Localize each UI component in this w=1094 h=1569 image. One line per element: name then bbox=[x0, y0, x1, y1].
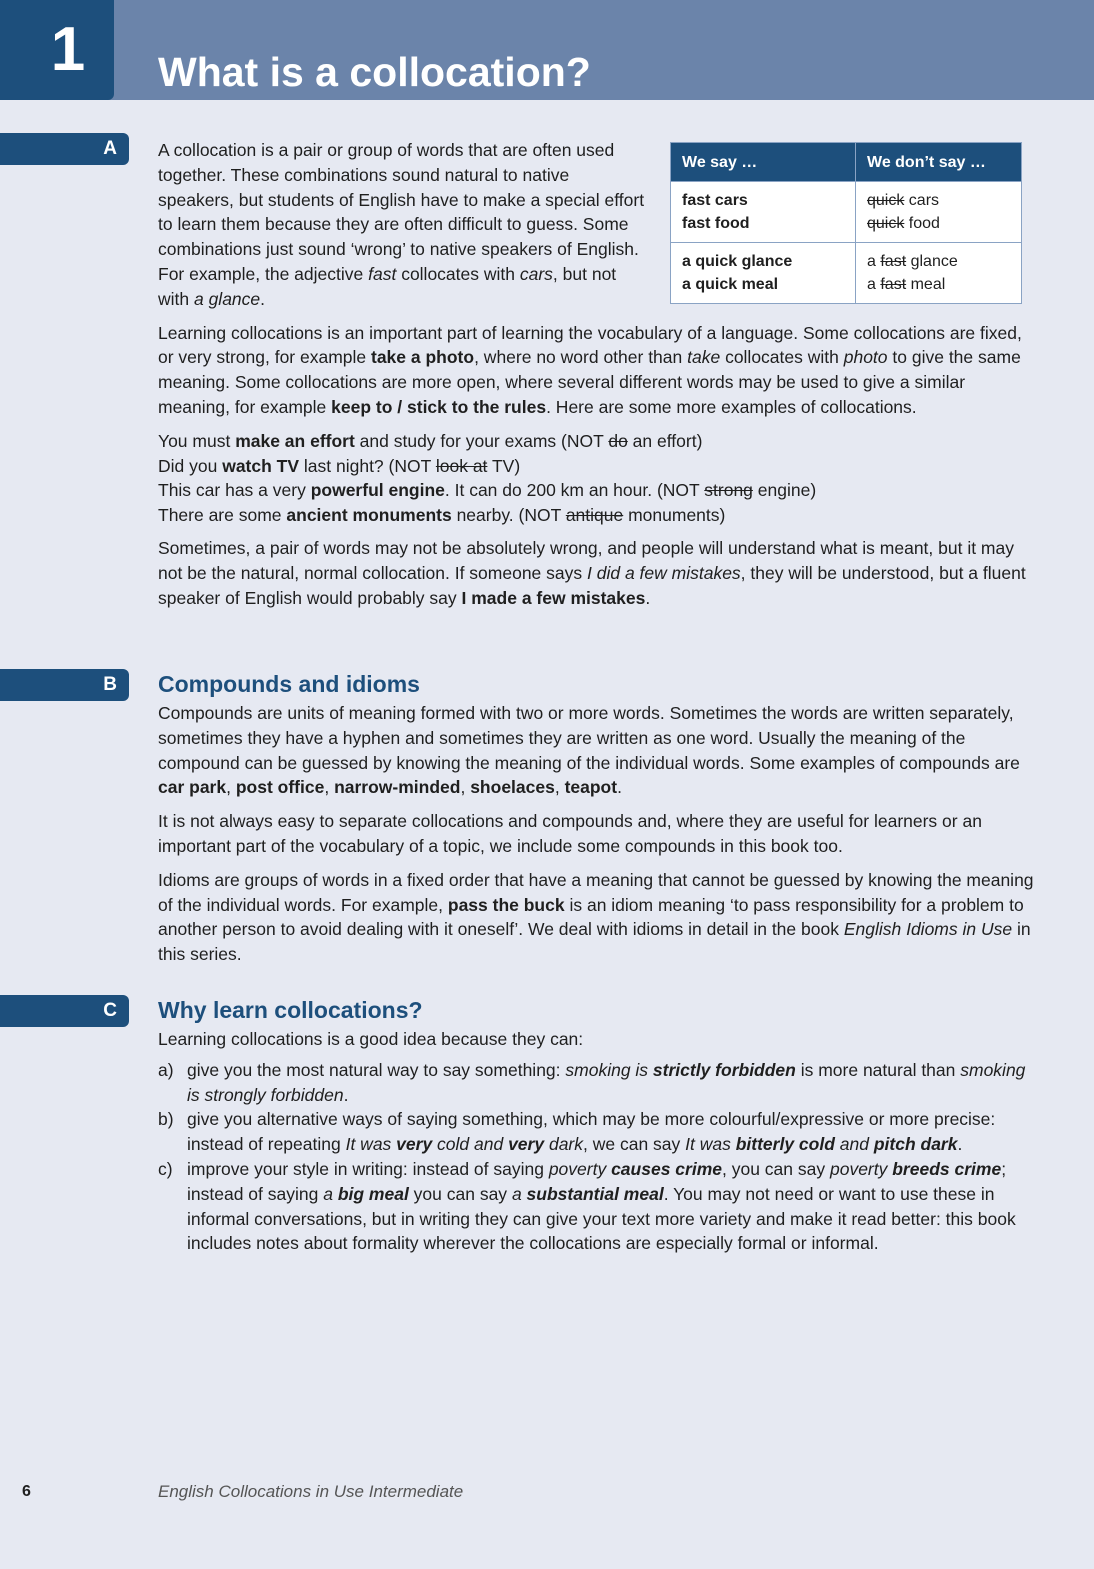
dont-say-item: a fast glance bbox=[867, 253, 958, 270]
section-b-tab: B bbox=[0, 669, 129, 701]
book-title: English Collocations in Use Intermediate bbox=[158, 1482, 464, 1501]
list-item-text: improve your style in writing: instead of saying poverty causes crime, you can say poverty breeds crime; instead of saying a big meal you can say a substantial meal. You may not need or want to use these in informal conversations, but in writing they can give your text more variety and make it read better: this book includes notes about formality wherever the collocations are especially formal or informal. bbox=[187, 1158, 1016, 1254]
section-a-paragraph: Sometimes, a pair of words may not be absolutely wrong, and people will understand what is meant, but it may not be the natural, normal collocation. If someone says I did a few mistakes, they will be understood, but a fluent speaker of English would probably say I made a few mistakes. bbox=[158, 537, 1026, 608]
example-line: You must make an effort and study for your exams (NOT do an effort) bbox=[158, 430, 703, 451]
unit-title: What is a collocation? bbox=[158, 49, 591, 95]
list-item bbox=[158, 1157, 1038, 1256]
table-header-we-dont-say: We don’t say … bbox=[856, 143, 1022, 182]
reasons-list bbox=[158, 1058, 1038, 1256]
list-marker: a) bbox=[158, 1059, 174, 1080]
dont-say-item: a fast meal bbox=[867, 276, 946, 293]
example-line: There are some ancient monuments nearby. (NOT antique monuments) bbox=[158, 505, 726, 526]
say-item: fast food bbox=[682, 215, 750, 232]
say-item: a quick glance bbox=[682, 253, 793, 270]
collocation-examples bbox=[158, 429, 1038, 528]
section-a-body bbox=[158, 138, 1038, 619]
page-number: 6 bbox=[22, 1483, 31, 1500]
dont-say-item: quick cars bbox=[867, 192, 940, 209]
example-line: This car has a very powerful engine. It can do 200 km an hour. (NOT strong engine) bbox=[158, 480, 817, 501]
dont-say-item: quick food bbox=[867, 215, 940, 232]
section-b-paragraph: Compounds are units of meaning formed with two or more words. Sometimes the words are written separately, sometimes they have a hyphen and sometimes they are written as one word. Usually the meaning of the compound can be guessed by knowing the meaning of the individual words. Some examples of compounds are car park, post office, narrow-minded, shoelaces, teapot. bbox=[158, 703, 1020, 798]
list-marker: b) bbox=[158, 1109, 174, 1130]
section-a-paragraph: Learning collocations is an important part of learning the vocabulary of a language. Some collocations are fixed, or very strong, for example take a photo, where no word other than take collocates with photo to give the same meaning. Some collocations are more open, where several different words may be used to give a similar meaning, for example keep to / stick to the rules. Here are some more examples of collocations. bbox=[158, 322, 1022, 417]
section-b-heading: Compounds and idioms bbox=[158, 671, 420, 697]
section-c-body bbox=[158, 996, 1038, 1256]
section-c-heading: Why learn collocations? bbox=[158, 997, 423, 1023]
section-c-intro: Learning collocations is a good idea because they can: bbox=[158, 1029, 584, 1049]
section-c-tab: C bbox=[0, 995, 129, 1027]
section-b-body bbox=[158, 670, 1038, 976]
section-b-paragraph: It is not always easy to separate collocations and compounds and, where they are useful for learners or an important part of the vocabulary of a topic, we include some compounds in this book too. bbox=[158, 811, 982, 856]
list-item-text: give you the most natural way to say something: smoking is strictly forbidden is more natural than smoking is strongly forbidden. bbox=[187, 1059, 1026, 1105]
section-a-tab: A bbox=[0, 133, 129, 165]
list-item bbox=[158, 1058, 1038, 1108]
list-item bbox=[158, 1107, 1038, 1157]
table-header-we-say: We say … bbox=[671, 143, 856, 182]
list-item-text: give you alternative ways of saying something, which may be more colourful/expressive or more precise: instead of repeating It was very cold and very dark, we can say It was bitterly cold and pitch dark. bbox=[187, 1109, 996, 1155]
section-a-intro: A collocation is a pair or group of words that are often used together. These combinations sound natural to native speakers, but students of English have to make a special effort to learn them because they are often difficult to guess. Some combinations just sound ‘wrong’ to native speakers of English. For example, the adjective fast collocates with cars, but not with a glance. bbox=[158, 140, 645, 309]
section-b-paragraph: Idioms are groups of words in a fixed order that have a meaning that cannot be guessed by knowing the meaning of the individual words. For example, pass the buck is an idiom meaning ‘to pass responsibility for a problem to another person to avoid dealing with it oneself’. We deal with idioms in detail in the book English Idioms in Use in this series. bbox=[158, 869, 1034, 965]
unit-number: 1 bbox=[0, 0, 114, 100]
list-marker: c) bbox=[158, 1158, 173, 1179]
say-item: fast cars bbox=[682, 192, 748, 209]
example-line: Did you watch TV last night? (NOT look at TV) bbox=[158, 455, 521, 476]
say-item: a quick meal bbox=[682, 276, 779, 293]
